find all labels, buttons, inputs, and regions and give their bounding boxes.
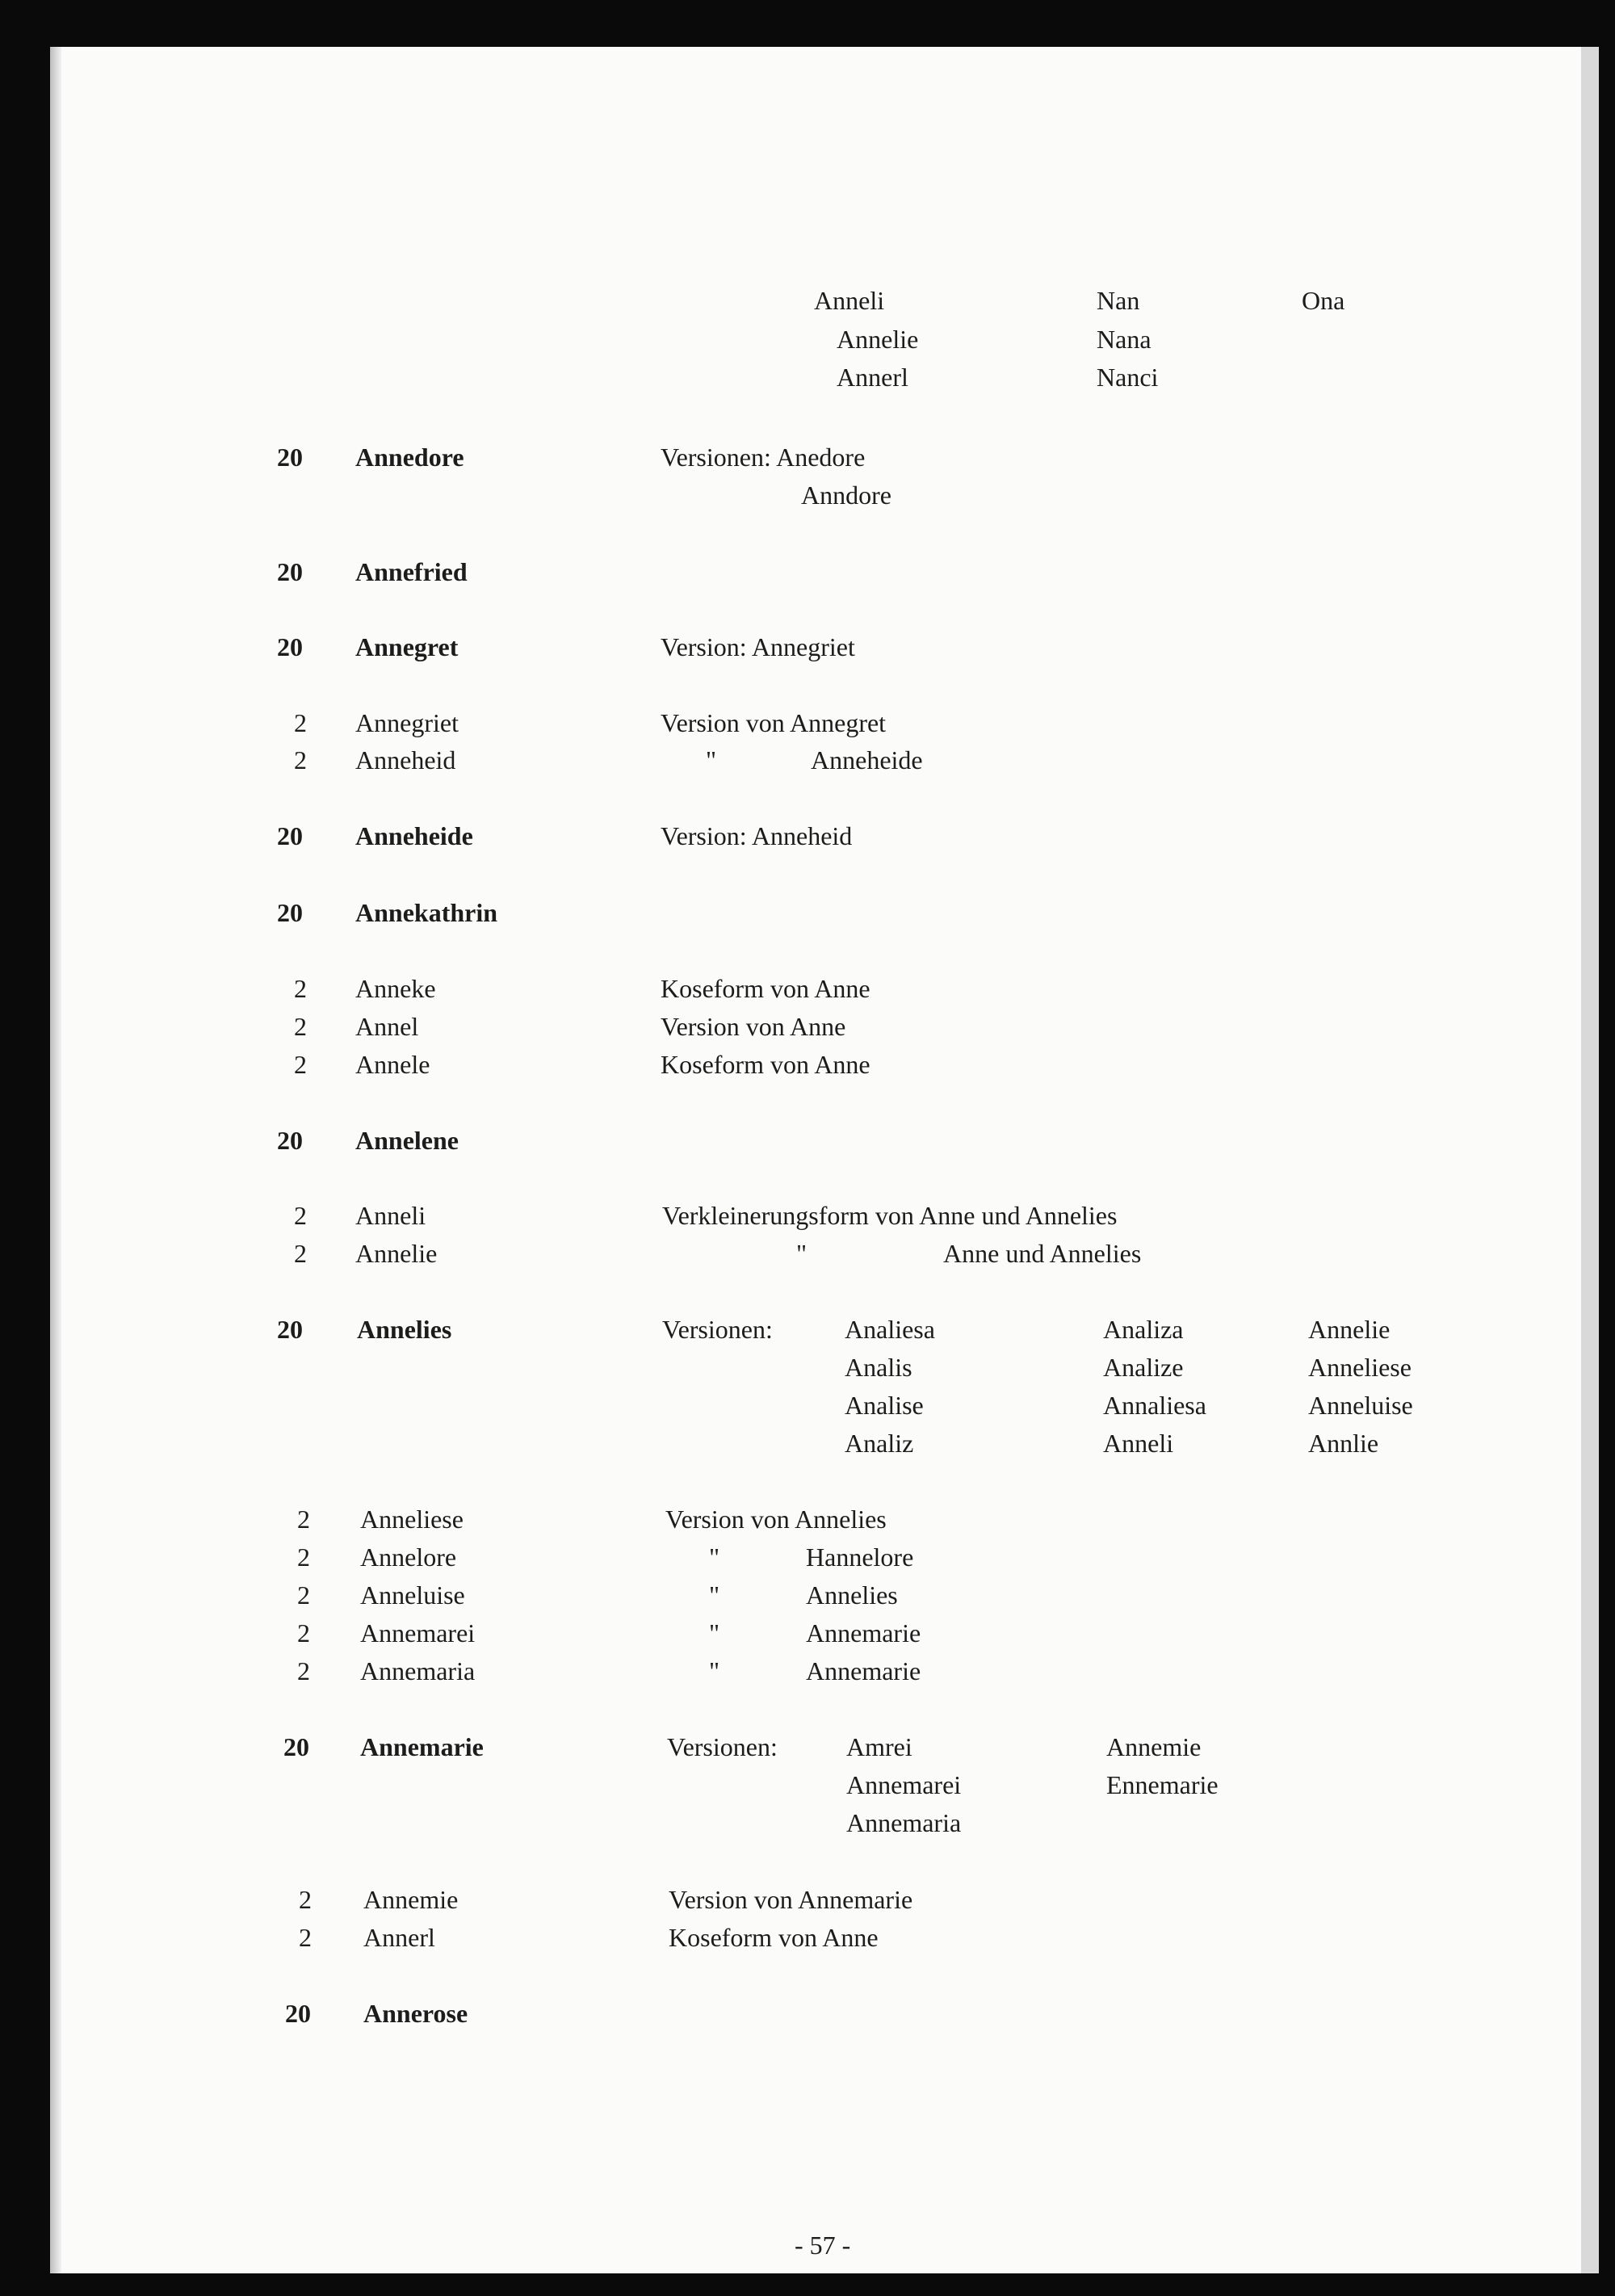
entry-text: 2 — [294, 974, 307, 1003]
entry-text: Annedore — [355, 443, 464, 472]
entry-text: Annemie — [1106, 1732, 1202, 1761]
entry-text: Annelene — [355, 1126, 459, 1155]
entry-text: Annemarei — [846, 1770, 962, 1799]
entry-text: Anneluise — [360, 1580, 465, 1610]
entry-text: Annemarie — [806, 1656, 921, 1685]
entry-text: Annelore — [360, 1543, 457, 1572]
entry-text: 2 — [294, 708, 307, 737]
entry-text: Version von Annemarie — [669, 1885, 913, 1914]
entry-text: Annemaria — [360, 1656, 476, 1685]
entry-text: " — [706, 745, 717, 774]
entry-text: Analize — [1103, 1353, 1184, 1382]
entry-text: 2 — [299, 1923, 312, 1952]
entry-text: Version von Annelies — [665, 1505, 887, 1534]
entry-text: Anndore — [801, 481, 891, 510]
entry-text: Annelie — [355, 1239, 438, 1268]
entry-text: Verkleinerungsform von Anne und Annelies — [662, 1201, 1118, 1230]
entry-text: " — [709, 1580, 720, 1610]
entry-text: " — [709, 1543, 720, 1572]
entry-text: Anneliese — [1308, 1353, 1412, 1382]
entry-text: Anneluise — [1308, 1391, 1413, 1420]
entry-text: Annelie — [1308, 1315, 1391, 1344]
entry-text: Anneheid — [355, 745, 456, 774]
entry-text: Analiz — [845, 1429, 914, 1458]
entry-text: " — [796, 1239, 808, 1268]
entry-text: 2 — [294, 1239, 307, 1268]
entry-text: Version von Anne — [661, 1012, 846, 1041]
entry-text: 2 — [297, 1656, 310, 1685]
entry-text: 20 — [277, 557, 303, 586]
entry-text: Annekathrin — [355, 898, 498, 927]
entry-text: Annegret — [355, 632, 459, 661]
entry-text: Koseform von Anne — [661, 1050, 870, 1079]
entry-text: 20 — [277, 1315, 303, 1344]
entry-text: Annemaria — [846, 1808, 962, 1837]
entry-text: Version: Anneheid — [661, 821, 853, 850]
entry-text: Analise — [845, 1391, 924, 1420]
entry-text: Annele — [355, 1050, 430, 1079]
entry-text: Annemie — [363, 1885, 459, 1914]
entry-text: Annemarie — [360, 1732, 484, 1761]
entry-text: Anneli — [355, 1201, 426, 1230]
page-edge — [1581, 47, 1599, 2273]
entry-text: Versionen: — [667, 1732, 778, 1761]
entry-text: Versionen: — [662, 1315, 773, 1344]
entry-text: Nana — [1097, 325, 1151, 354]
entry-text: Hannelore — [806, 1543, 914, 1572]
entry-text: 2 — [294, 1012, 307, 1041]
entry-text: Anneke — [355, 974, 436, 1003]
entry-text: Analis — [845, 1353, 912, 1382]
document-page — [50, 47, 1581, 2273]
entry-text: Ona — [1302, 286, 1345, 315]
entry-text: Annerl — [363, 1923, 435, 1952]
entry-text: Nan — [1097, 286, 1140, 315]
entry-text: " — [709, 1656, 720, 1685]
entry-text: Annelie — [837, 325, 919, 354]
entry-text: Analiza — [1103, 1315, 1184, 1344]
entry-text: Amrei — [846, 1732, 912, 1761]
page-number: - 57 - — [795, 2231, 851, 2260]
entry-text: 2 — [294, 1201, 307, 1230]
entry-text: 2 — [294, 745, 307, 774]
entry-text: 20 — [277, 632, 303, 661]
entry-text: 20 — [277, 898, 303, 927]
entry-text: 20 — [277, 821, 303, 850]
entry-text: Versionen: Anedore — [661, 443, 866, 472]
entry-text: 2 — [297, 1580, 310, 1610]
entry-text: 2 — [294, 1050, 307, 1079]
entry-text: 2 — [297, 1543, 310, 1572]
entry-text: Annefried — [355, 557, 468, 586]
entry-text: Koseform von Anne — [661, 974, 870, 1003]
entry-text: Annelies — [806, 1580, 898, 1610]
entry-text: Anneli — [814, 286, 885, 315]
entry-text: 2 — [297, 1505, 310, 1534]
entry-text: 20 — [285, 1999, 311, 2028]
entry-text: 20 — [277, 1126, 303, 1155]
entry-text: Anneheide — [355, 821, 473, 850]
entry-text: Version von Annegret — [661, 708, 887, 737]
entry-text: Koseform von Anne — [669, 1923, 879, 1952]
entry-text: Annemarei — [360, 1618, 476, 1647]
entry-text: 2 — [299, 1885, 312, 1914]
entry-text: Annerl — [837, 363, 908, 392]
entry-text: Annerose — [363, 1999, 468, 2028]
entry-text: Annemarie — [806, 1618, 921, 1647]
entry-text: Annegriet — [355, 708, 459, 737]
entry-text: Annelies — [357, 1315, 452, 1344]
entry-text: Annaliesa — [1103, 1391, 1206, 1420]
entry-text: 20 — [277, 443, 303, 472]
entry-text: Analiesa — [845, 1315, 935, 1344]
entry-text: Anneheide — [811, 745, 923, 774]
entry-text: Version: Annegriet — [661, 632, 855, 661]
entry-text: Anneli — [1103, 1429, 1174, 1458]
entry-text: Annel — [355, 1012, 419, 1041]
entry-text: Anneliese — [360, 1505, 464, 1534]
page-spine-shadow — [50, 47, 61, 2273]
entry-text: Nanci — [1097, 363, 1159, 392]
entry-text: Ennemarie — [1106, 1770, 1219, 1799]
entry-text: Annlie — [1308, 1429, 1379, 1458]
entry-text: 20 — [283, 1732, 309, 1761]
entry-text: Anne und Annelies — [943, 1239, 1142, 1268]
entry-text: " — [709, 1618, 720, 1647]
entry-text: 2 — [297, 1618, 310, 1647]
